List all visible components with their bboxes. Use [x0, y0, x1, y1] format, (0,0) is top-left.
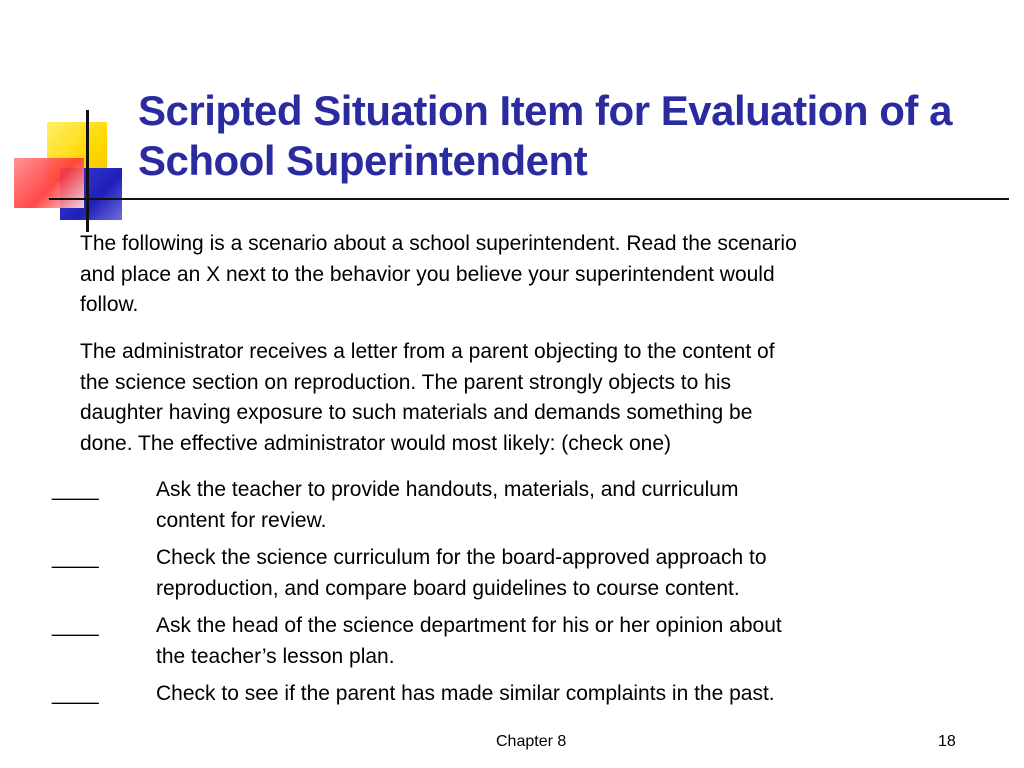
answer-option [52, 611, 952, 672]
slide-logo-decoration [0, 0, 140, 240]
slide-title: Scripted Situation Item for Evaluation of a School Superintendent [138, 87, 952, 184]
answer-option-text: Check the science curriculum for the board-approved approach to reproduction, and compare board guidelines to course content. [156, 546, 767, 600]
answer-option [52, 475, 952, 536]
vertical-rule-decoration [86, 110, 89, 232]
footer-page-number: 18 [938, 733, 956, 750]
answer-blank: ____ [52, 546, 99, 569]
answer-options-list [52, 475, 952, 717]
title-underline-rule [49, 198, 1009, 200]
answer-option [52, 543, 952, 604]
answer-blank: ____ [52, 614, 99, 637]
footer-chapter-label: Chapter 8 [496, 733, 567, 750]
instructions-paragraph: The following is a scenario about a school superintendent. Read the scenario and place an X next to the behavior you believe your superintendent would follow. [80, 232, 797, 316]
answer-option-text: Ask the head of the science department for his or her opinion about the teacher’s lesson plan. [156, 614, 782, 668]
answer-option [52, 679, 952, 710]
scenario-paragraph: The administrator receives a letter from a parent objecting to the content of the science section on reproduction. The parent strongly objects to his daughter having exposure to such materials and demands something be done. The effective administrator would most likely: (check one) [80, 340, 775, 455]
answer-blank: ____ [52, 682, 99, 705]
answer-blank: ____ [52, 478, 99, 501]
red-square-decoration [14, 158, 84, 208]
answer-option-text: Check to see if the parent has made similar complaints in the past. [156, 682, 775, 705]
answer-option-text: Ask the teacher to provide handouts, materials, and curriculum content for review. [156, 478, 739, 532]
